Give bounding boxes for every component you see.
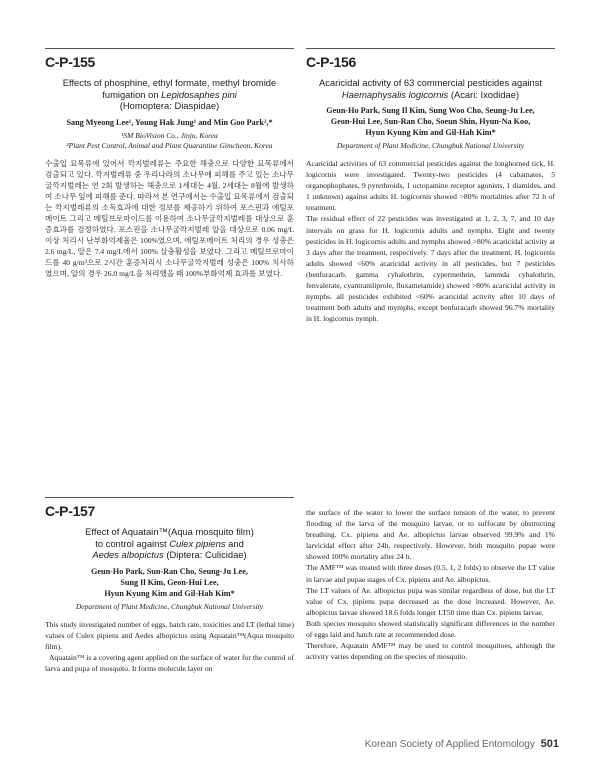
abstract-affiliation: ¹SM BioVision Co., Jinju, Korea ²Plant Pest Control, Animal and Plant Quarantine Gimcheon, Korea [66, 130, 273, 150]
section-divider [306, 48, 555, 49]
abstract-cp157-continued [306, 507, 555, 662]
abstract-code: C-P-157 [45, 503, 96, 519]
abstract-cp156 [306, 48, 555, 324]
journal-name: Korean Society of Applied Entomology [364, 739, 535, 750]
abstract-cp157 [45, 497, 294, 674]
abstract-affiliation: Department of Plant Medicine, Chungbuk National University [75, 601, 264, 611]
abstract-cp155 [45, 48, 294, 280]
abstract-title: Acaricidal activity of 63 commercial pesticides against Haemaphysalis logicornis (Acari: Ixodidae) [318, 77, 542, 100]
page-footer [365, 738, 559, 750]
abstract-title: Effects of phosphine, ethyl formate, methyl bromide fumigation on Lepidosaphes pini (Homoptera: Diaspidae) [62, 77, 277, 111]
abstract-authors: Sang Myeong Lee¹, Young Hak Jung¹ and Min Goo Park²,* [66, 117, 273, 127]
abstract-authors: Geun-Ho Park, Sung Il Kim, Sung Woo Cho, Seung-Ju Lee, Geon-Hui Lee, Sun-Ran Cho, Soeun Shin, Hyun-Na Koo, Hyun Kyung Kim and Gil-Hah Kim* [326, 106, 535, 137]
section-divider [45, 497, 294, 498]
abstract-body: This study investigated number of eggs, hatch rate, toxicities and LT (lethal time) values of Culex pipiens and Aedes albopictus using Aquatain™(Aqua mosquito film). Aquatain™ is a covering agent applied on the surface of water for the control of larva and pupa of mosquito. It forms molecule layer on [45, 619, 294, 673]
abstract-code: C-P-155 [45, 54, 96, 70]
abstract-title: Effect of Aquatain™(Aqua mosquito film) to control against Culex pipiens and Aedes albopictus (Diptera: Culicidae) [85, 526, 254, 560]
abstract-body: the surface of the water to lower the surface tension of the water, to prevent flooding of the larva of the mosquito larvae, or to suffocate by obstructing breathing. Cx. pipiens and Ae. albopictus larvae observed 99.9% and 1% larvicidal effect after 24h, respectively. However, both mosquito pupae were showed 100% mortality after 24 h. The AMF™ was treated with three doses (0.5, 1, 2 folds) to observe the LT value in larvae and pupae stages of Cx. pipiens and Ae. albopictus. The LT values of Ae. albopictus pupa was similar regardless of dose, but the LT value of Cx. pipiens pupa decreased as the dose increased. However, Ae. albopictus larvae showed 18.6 folds longer LT50 time than Cx. pipiens larvae. Both species mosquito showed statistically significant differences in the number of eggs laid and hatch rate at recommended dose. Therefore, Aquatain AMF™ may be used to control mosquitoes, although the activity varies depending on the species of mosquito. [306, 508, 555, 662]
title-species: Lepidosaphes pini [161, 88, 237, 100]
abstract-body: Acaricidal activities of 63 commercial pesticides against the longhorned tick, H. logicornis were investigated. Twenty-two pesticides (4 cabamates, 5 organophophates, 9 pyrethroids, 1 octopamine receptor agonists, 1 diamides, and 1 unknown) against adults H. logicornis showed >80% mortalities after 72 h of treatment. The residual effect of 22 pesticides was investigated at 1, 2, 3, 7, and 10 day intervals on grass for H. logicornis adults and nymphs. Eight and twenty pesticides in H. logicornis adults and nymphs showed >80% acaricidal activity at 3 days after the treatment, respectively. 7 days after the treatment, H. logicornis adults showed <60% acaricidal activity in all pesticides, but 7 pesticides (benfuracarb, gamma cyhalothrin, cypermethrin, lammda cyhalothrin, fenvalerate, cyantraniliprole, fluxametamide) showed >80% acaricidal activity in nymphs. all pesticides exhibited <60% acaricidal activity after 10 days of treatment both adults and mymphs, except benfuracarb showed 96.7% mortality in H. logicornis nymph. [306, 159, 555, 324]
section-divider [45, 48, 294, 49]
title-plain: fumigation on [102, 88, 162, 100]
page-number: 501 [540, 738, 559, 750]
abstract-body: 수출입 묘목류에 있어서 깍지벌레류는 주요한 해충으로 다양한 묘목류에서 검출되고 있다. 깍지벌레류 중 우리나라의 소나무에 피해를 주고 있는 소나무굴깍지벌레는 연 2회 발생하는 해충으로 1세대는 4월, 2세대는 8월에 발생하여 소나무 잎에 피해를 준다. 따라서 본 연구에서는 수출입 묘목류에서 검출되는 깍지벌레류의 소독효과에 대한 정보를 제공하기 위하여 포스핀과 에틸포메이트 그리고 메틸브로마이드를 이용하여 소나무굴깍지벌레를 대상으로 훈증효과를 검정하였다. 포스핀을 소나무굴깍지벌레 알을 대상으로 0.06 mg/L 이상 처리시 난부화억제율은 100%였으며, 에틸포메이트 처리의 경우 성충은 2.6 mg/L, 알은 7.4 mg/L에서 100% 살충활성을 보였다. 그리고 메틸브로마이드를 40 g/m³으로 2시간 훈증처리시 소나무굴깍지벌레 성충은 100% 치사하였으며, 알의 경우 26.0 mg/L을 처리했을 때 100%부화억제 효과를 보였다. [45, 158, 294, 279]
abstract-authors: Geun-Ho Park, Sun-Ran Cho, Seung-Ju Lee, Sung Il Kim, Geon-Hui Lee, Hyun Kyung Kim and Gil-Hah Kim* [91, 566, 248, 598]
abstract-code: C-P-156 [306, 54, 357, 70]
abstract-affiliation: Department of Plant Medicine, Chungbuk National University [336, 141, 525, 150]
